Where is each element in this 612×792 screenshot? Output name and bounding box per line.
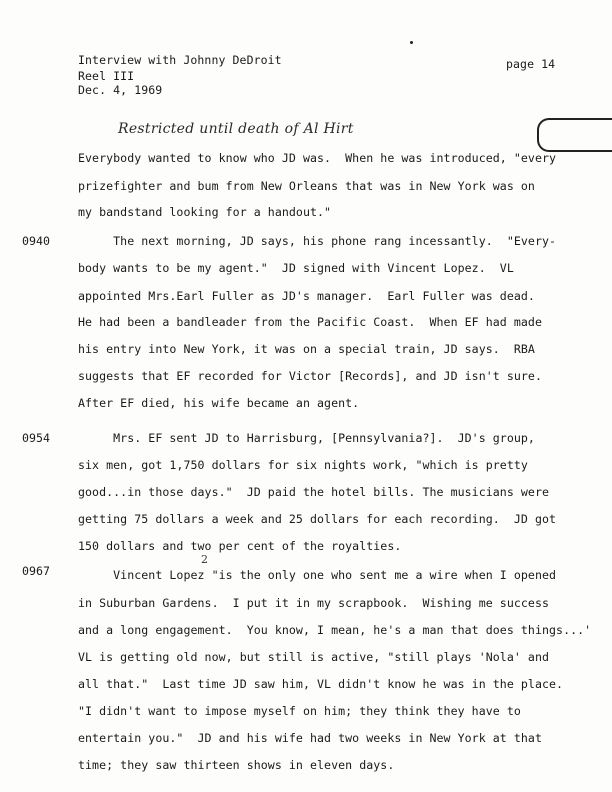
paperclip-mark xyxy=(537,118,612,152)
handwritten-superscript: 2 xyxy=(201,553,208,566)
timecode-0967: 0967 xyxy=(22,564,50,578)
interview-date: Dec. 4, 1969 xyxy=(78,83,163,97)
page-number: page 14 xyxy=(506,57,556,71)
reel-number: Reel III xyxy=(78,69,135,83)
handwritten-restriction-note: Restricted until death of Al Hirt xyxy=(118,121,354,137)
transcript-line: all that." Last time JD saw him, VL didn't know he was in the place. xyxy=(78,677,564,691)
transcript-line: appointed Mrs.Earl Fuller as JD's manager. Earl Fuller was dead. xyxy=(78,289,535,303)
transcript-line: and a long engagement. You know, I mean, he's a man that does things...' xyxy=(78,623,592,637)
transcript-line: time; they saw thirteen shows in eleven days. xyxy=(78,758,395,772)
transcript-line: prizefighter and bum from New Orleans that was in New York was on xyxy=(78,179,535,193)
timecode-0954: 0954 xyxy=(22,431,50,445)
transcript-line: 150 dollars and two per cent of the royalties. xyxy=(78,539,402,553)
transcript-line: good...in those days." JD paid the hotel bills. The musicians were xyxy=(78,485,550,499)
transcript-line: entertain you." JD and his wife had two weeks in New York at that xyxy=(78,731,542,745)
transcript-line: my bandstand looking for a handout." xyxy=(78,205,332,219)
transcript-line: body wants to be my agent." JD signed with Vincent Lopez. VL xyxy=(78,261,514,275)
transcript-line: VL is getting old now, but still is active, "still plays 'Nola' and xyxy=(78,650,550,664)
transcript-line: six men, got 1,750 dollars for six nights work, "which is pretty xyxy=(78,458,528,472)
transcript-line: He had been a bandleader from the Pacific Coast. When EF had made xyxy=(78,315,542,329)
transcript-line: in Suburban Gardens. I put it in my scrapbook. Wishing me success xyxy=(78,596,550,610)
transcript-line: "I didn't want to impose myself on him; they think they have to xyxy=(78,704,521,718)
transcript-line: The next morning, JD says, his phone rang incessantly. "Every- xyxy=(78,234,557,248)
transcript-line: his entry into New York, it was on a special train, JD says. RBA xyxy=(78,342,535,356)
timecode-0940: 0940 xyxy=(22,234,50,248)
transcript-line: Mrs. EF sent JD to Harrisburg, [Pennsylvania?]. JD's group, xyxy=(78,431,535,445)
transcript-line: suggests that EF recorded for Victor [Records], and JD isn't sure. xyxy=(78,369,542,383)
transcript-line: Everybody wanted to know who JD was. When he was introduced, "every xyxy=(78,151,557,165)
transcript-line: After EF died, his wife became an agent. xyxy=(78,396,360,410)
interview-title: Interview with Johnny DeDroit xyxy=(78,53,282,67)
transcript-line: getting 75 dollars a week and 25 dollars for each recording. JD got xyxy=(78,512,557,526)
ink-dot xyxy=(410,41,413,44)
transcript-line: Vincent Lopez "is the only one who sent me a wire when I opened xyxy=(78,568,557,582)
